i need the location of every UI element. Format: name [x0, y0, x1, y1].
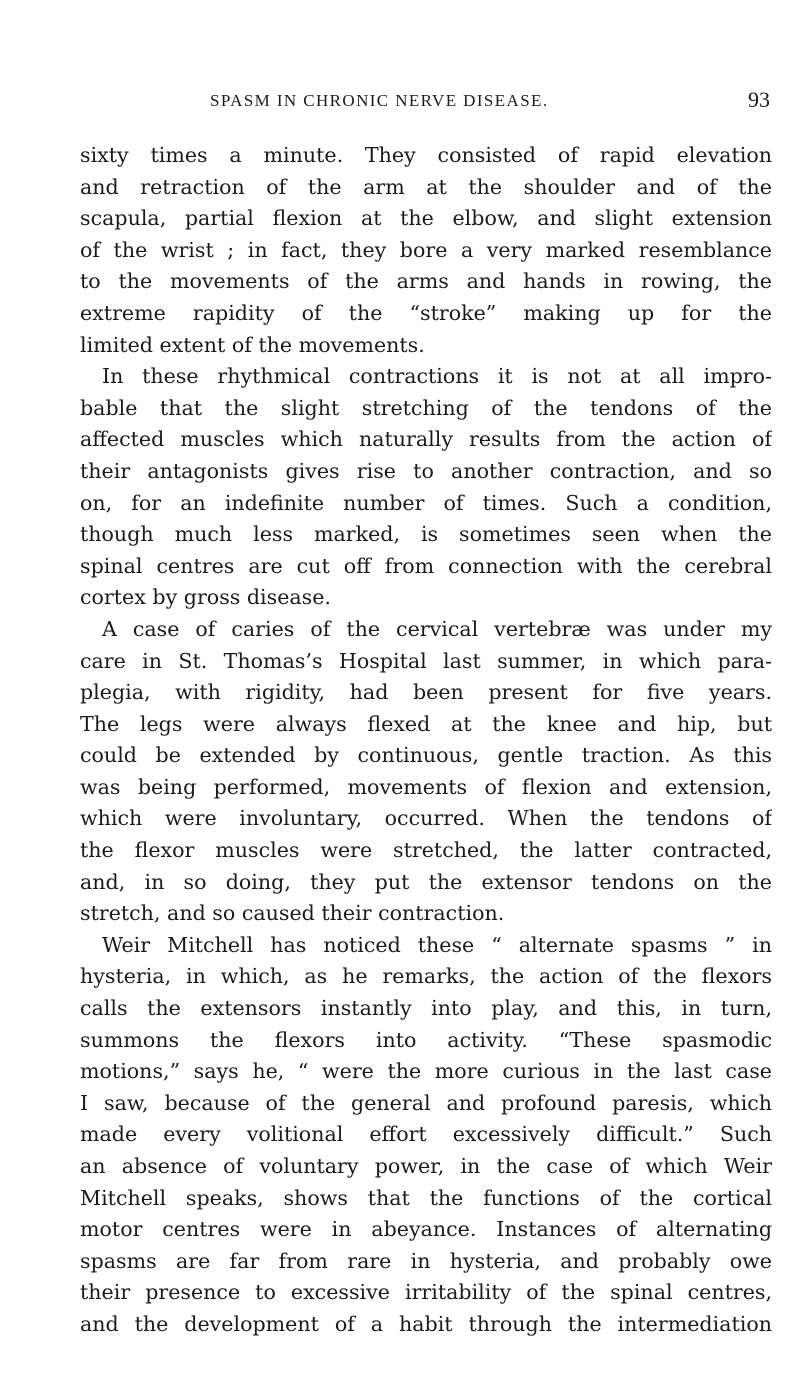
text-line: though much less marked, is sometimes seen when the [80, 522, 772, 547]
text-line: motor centres were in abeyance. Instances of alternating [80, 1217, 772, 1242]
body-text [80, 140, 772, 1341]
text-line: Mitchell speaks, shows that the functions of the cortical [80, 1185, 772, 1210]
text-line: an absence of voluntary power, in the case of which Weir [80, 1154, 772, 1178]
text-line: spasms are far from rare in hysteria, and probably owe [80, 1248, 772, 1273]
text-line: sixty times a minute. They consisted of rapid elevation [80, 143, 772, 167]
text-line: of the wrist ; in fact, they bore a very marked resemblance [80, 237, 772, 262]
text-line: limited extent of the movements. [80, 332, 425, 357]
text-line: which were involuntary, occurred. When the tendons of [80, 806, 772, 831]
running-title: SPASM IN CHRONIC NERVE DISEASE. [210, 91, 549, 110]
running-head [80, 87, 770, 121]
text-line: spinal centres are cut off from connection with the cerebral [80, 553, 772, 578]
text-line: and retraction of the arm at the shoulder and of the [80, 174, 772, 199]
text-line: their antagonists gives rise to another contraction, and so [80, 458, 772, 483]
text-line: bable that the slight stretching of the tendons of the [80, 395, 772, 420]
text-line: on, for an indefinite number of times. Such a condition, [80, 490, 772, 515]
text-line: In these rhythmical contractions it is not at all impro- [102, 364, 772, 389]
text-line: the flexor muscles were stretched, the latter contracted, [80, 838, 772, 863]
text-line: scapula, partial flexion at the elbow, and slight extension [80, 206, 772, 231]
text-line: and, in so doing, they put the extensor tendons on the [80, 869, 772, 894]
text-line: hysteria, in which, as he remarks, the action of the flexors [80, 964, 772, 989]
text-line: motions,” says he, “ were the more curious in the last case [80, 1059, 772, 1084]
text-line: extreme rapidity of the “stroke” making up for the [80, 300, 772, 325]
text-line: their presence to excessive irritability of the spinal centres, [80, 1280, 772, 1305]
text-line: was being performed, movements of flexion and extension, [80, 774, 772, 799]
text-line: affected muscles which naturally results from the action of [80, 427, 772, 452]
text-line: care in St. Thomas’s Hospital last summer, in which para- [80, 648, 772, 673]
text-line: cortex by gross disease. [80, 585, 331, 610]
text-line: calls the extensors instantly into play, and this, in turn, [80, 996, 772, 1021]
text-line: A case of caries of the cervical vertebræ was under my [102, 616, 772, 641]
text-line: stretch, and so caused their contraction. [80, 901, 505, 926]
page-number: 93 [748, 87, 770, 112]
text-line: The legs were always flexed at the knee and hip, but [80, 711, 772, 736]
text-line: plegia, with rigidity, had been present for five years. [80, 680, 772, 705]
text-line: Weir Mitchell has noticed these “ alternate spasms ” in [102, 932, 772, 957]
text-line: made every volitional effort excessively difficult.” Such [80, 1122, 772, 1147]
text-line: summons the flexors into activity. “These spasmodic [80, 1027, 772, 1052]
text-line: could be extended by continuous, gentle traction. As this [80, 743, 772, 768]
text-line: to the movements of the arms and hands in rowing, the [80, 269, 772, 294]
text-line: I saw, because of the general and profound paresis, which [80, 1090, 772, 1115]
text-line: and the development of a habit through the intermediation [80, 1311, 772, 1336]
